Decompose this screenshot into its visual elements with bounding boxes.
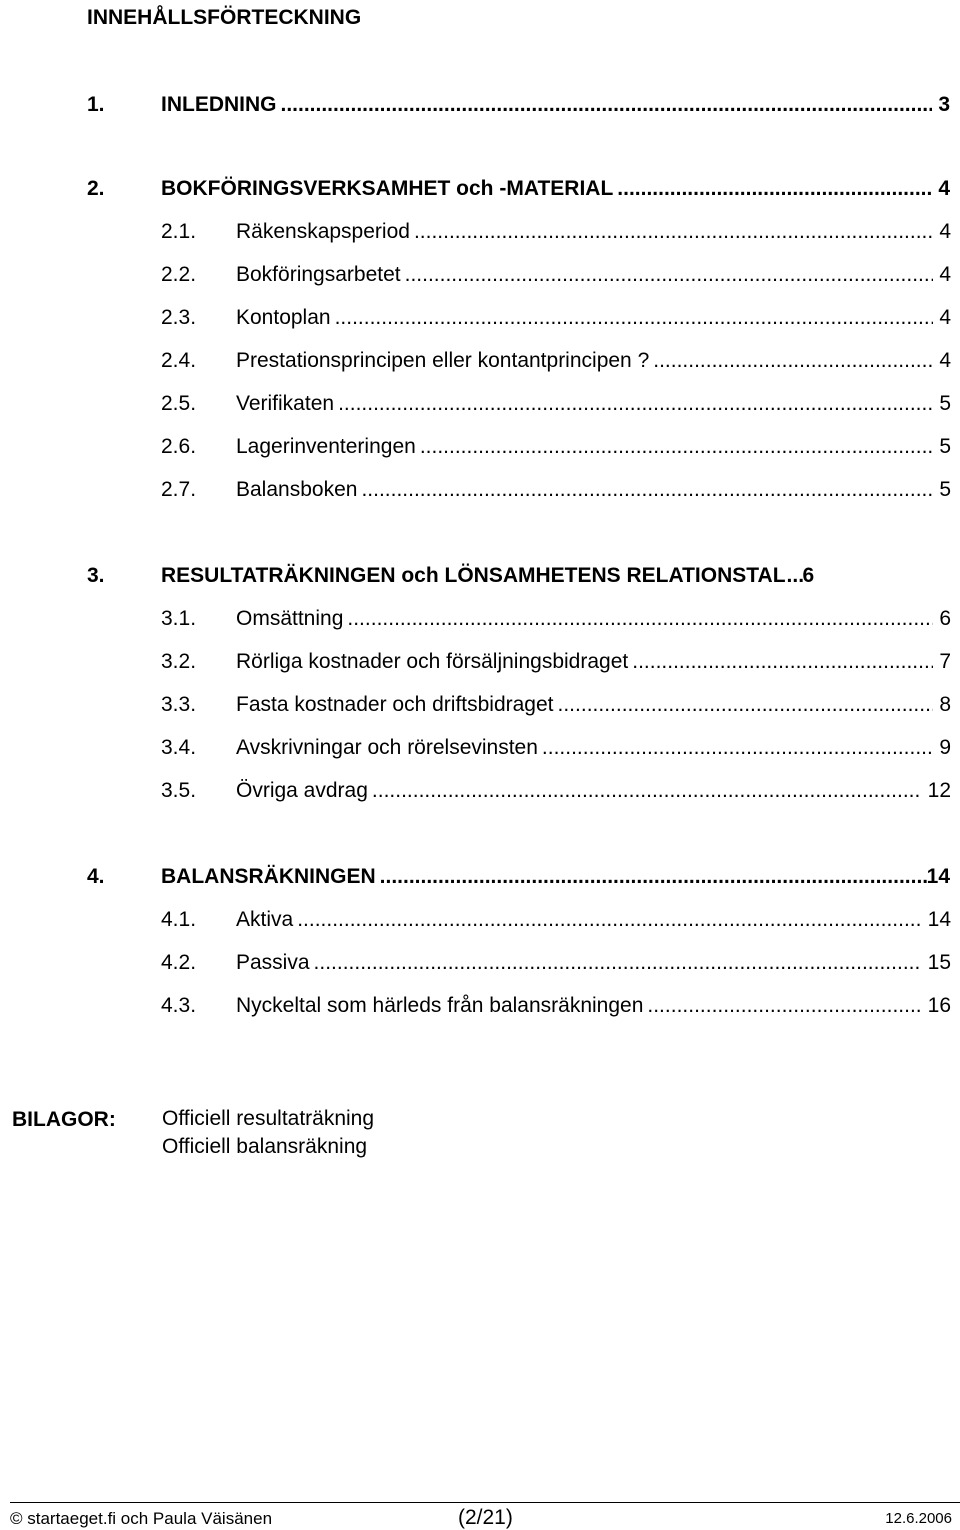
- toc-number: 4.1.: [161, 908, 197, 931]
- toc-leader-dots: [297, 905, 921, 935]
- toc-leader-dots: [380, 862, 927, 892]
- toc-leader-dots: [647, 991, 921, 1021]
- toc-page-number: 4: [939, 220, 951, 243]
- toc-leader-dots: [542, 733, 933, 763]
- toc-number: 2.7.: [161, 478, 197, 501]
- toc-page-number: 5: [939, 435, 951, 458]
- toc-page-number: 8: [939, 693, 951, 716]
- toc-number: 3.4.: [161, 736, 197, 759]
- toc-number: 3.2.: [161, 650, 197, 673]
- toc-leader-dots: [617, 174, 932, 204]
- toc-entry-2-1: [161, 217, 951, 247]
- toc-label: Övriga avdrag: [236, 779, 368, 802]
- toc-page-number: 3: [938, 93, 950, 116]
- toc-label: INLEDNING: [161, 93, 277, 116]
- toc-leader-dots: [338, 389, 933, 419]
- toc-leader-dots: [361, 475, 933, 505]
- toc-number: 4.: [87, 865, 105, 888]
- toc-number: 3.5.: [161, 779, 197, 802]
- toc-number: 2.3.: [161, 306, 197, 329]
- toc-page-number: 5: [939, 478, 951, 501]
- toc-label: Prestationsprincipen eller kontantprincipen ?: [236, 349, 650, 372]
- toc-leader-dots: [632, 647, 933, 677]
- toc-entry-2-6: [161, 432, 951, 462]
- toc-label: RESULTATRÄKNINGEN och LÖNSAMHETENS RELATIONSTAL: [161, 564, 786, 587]
- toc-number: 2.1.: [161, 220, 197, 243]
- toc-label: Omsättning: [236, 607, 344, 630]
- toc-leader-dots: [420, 432, 934, 462]
- toc-leader-dots: [653, 346, 933, 376]
- bilagor-item: Officiell resultaträkning: [162, 1107, 375, 1130]
- footer-date: 12.6.2006: [885, 1510, 952, 1527]
- toc-number: 3.1.: [161, 607, 197, 630]
- toc-label: Kontoplan: [236, 306, 331, 329]
- toc-entry-4-3: [161, 991, 951, 1021]
- toc-leader-dots: [405, 260, 934, 290]
- toc-label: BALANSRÄKNINGEN: [161, 865, 376, 888]
- toc-page-number: 4: [939, 349, 951, 372]
- toc-page-number: 9: [939, 736, 951, 759]
- toc-label: Nyckeltal som härleds från balansräkningen: [236, 994, 644, 1017]
- toc-leader-dots: [314, 948, 922, 978]
- toc-entry-4-1: [161, 905, 951, 935]
- toc-label: Lagerinventeringen: [236, 435, 416, 458]
- toc-page-number: 14: [926, 865, 950, 888]
- toc-number: 2.4.: [161, 349, 197, 372]
- toc-entry-3-3: [161, 690, 951, 720]
- toc-label: BOKFÖRINGSVERKSAMHET och -MATERIAL: [161, 177, 614, 200]
- toc-label: Verifikaten: [236, 392, 335, 415]
- toc-label: Balansboken: [236, 478, 358, 501]
- toc-page-number: 4: [938, 177, 950, 200]
- page-footer: [10, 1504, 952, 1530]
- toc-leader-dots: [414, 217, 933, 247]
- toc-number: 3.: [87, 564, 105, 587]
- toc-label: Passiva: [236, 951, 310, 974]
- toc-entry-1: [87, 90, 950, 120]
- toc-label: Avskrivningar och rörelsevinsten: [236, 736, 538, 759]
- toc-entry-3-4: [161, 733, 951, 763]
- toc-leader-dots: [558, 690, 934, 720]
- toc-page-number: 4: [939, 306, 951, 329]
- toc-page-number: 7: [939, 650, 951, 673]
- toc-entry-3-1: [161, 604, 951, 634]
- toc-page-number: 5: [939, 392, 951, 415]
- toc-page-number: 14: [927, 908, 951, 931]
- toc-leader-dots: [347, 604, 933, 634]
- toc-entry-3-5: [161, 776, 951, 806]
- toc-entry-2: [87, 174, 950, 204]
- toc-page-number: 6: [802, 564, 815, 587]
- toc-label: Bokföringsarbetet: [236, 263, 401, 286]
- toc-number: 2.5.: [161, 392, 197, 415]
- toc-page-number: 6: [939, 607, 951, 630]
- toc-page-number: 4: [939, 263, 951, 286]
- bilagor-heading: BILAGOR:: [12, 1108, 116, 1131]
- toc-number: 2.2.: [161, 263, 197, 286]
- toc-entry-2-7: [161, 475, 951, 505]
- toc-label: Fasta kostnader och driftsbidraget: [236, 693, 554, 716]
- toc-number: 3.3.: [161, 693, 197, 716]
- footer-copyright: © startaeget.fi och Paula Väisänen: [10, 1509, 273, 1528]
- toc-entry-2-4: [161, 346, 951, 376]
- toc-entry-4-2: [161, 948, 951, 978]
- toc-label: Räkenskapsperiod: [236, 220, 410, 243]
- toc-leader-dots: [281, 90, 933, 120]
- toc-label: Aktiva: [236, 908, 294, 931]
- toc-leader-dots: [335, 303, 934, 333]
- toc-entry-2-3: [161, 303, 951, 333]
- toc-number: 2.: [87, 177, 105, 200]
- toc-entry-2-2: [161, 260, 951, 290]
- toc-page-number: 16: [927, 994, 951, 1017]
- bilagor-item: Officiell balansräkning: [162, 1135, 368, 1158]
- toc-entry-3: [87, 561, 950, 591]
- toc-label: Rörliga kostnader och försäljningsbidraget: [236, 650, 629, 673]
- toc-page-number: 15: [927, 951, 951, 974]
- toc-number: 4.2.: [161, 951, 197, 974]
- toc-entry-2-5: [161, 389, 951, 419]
- toc-page-number: 12: [927, 779, 951, 802]
- toc-leader-dots: [372, 776, 922, 806]
- toc-entry-3-2: [161, 647, 951, 677]
- toc-number: 1.: [87, 93, 105, 116]
- toc-number: 4.3.: [161, 994, 197, 1017]
- toc-number: 2.6.: [161, 435, 197, 458]
- document-title: INNEHÅLLSFÖRTECKNING: [87, 6, 362, 29]
- toc-entry-4: [87, 862, 950, 892]
- toc-leader-dots: [787, 561, 803, 591]
- bilagor-list: [162, 1105, 374, 1161]
- footer-divider: [10, 1502, 960, 1503]
- footer-page-indicator: (2/21): [458, 1506, 513, 1529]
